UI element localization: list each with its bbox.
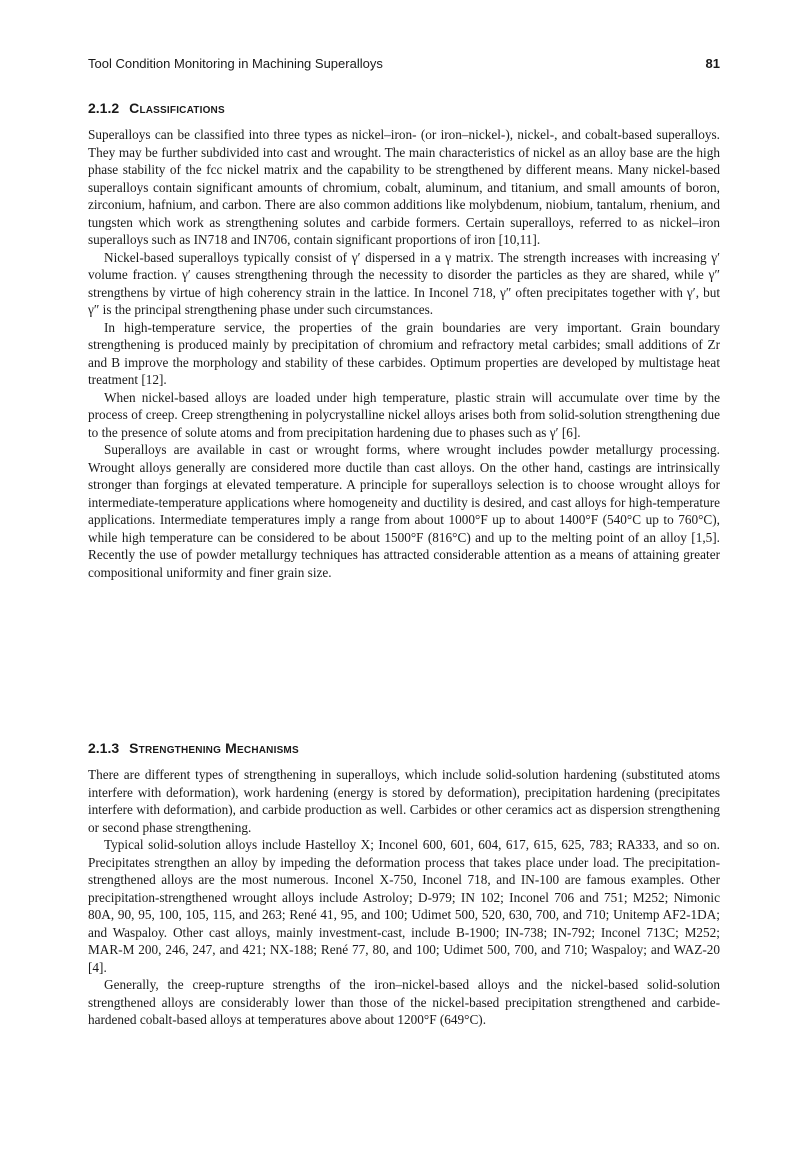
paragraph: There are different types of strengthening in superalloys, which include solid-solution hardening (substituted atoms interfere with deformation), work hardening (energy is stored by deformation), precipitation hardening (precipitates interfere with deformation), and carbide production as well. Carbides or other ceramics act as dispersion strengthening or second phase strengthening.: [88, 767, 720, 835]
section-title: Classifications: [129, 100, 225, 116]
section-title: Strengthening Mechanisms: [129, 740, 299, 756]
section-heading-strengthening-mechanisms: [88, 739, 299, 757]
paragraph: Nickel-based superalloys typically consist of γ′ dispersed in a γ matrix. The strength increases with increasing γ′ volume fraction. γ′ causes strengthening through the necessity to disorder the particles as they are shared, while γ″ strengthens by virtue of high coherency strain in the lattice. In Inconel 718, γ″ often precipitates together with γ′, but γ″ is the principal strengthening phase under such circumstances.: [88, 249, 720, 317]
running-header: [88, 56, 720, 74]
paragraph: In high-temperature service, the properties of the grain boundaries are very important. Grain boundary strengthening is produced mainly by precipitation of chromium and refractory metal carbides; small additions of Zr and B improve the morphology and stability of these carbides. Optimum properties are developed by multistage heat treatment [12].: [88, 319, 720, 387]
paragraph: Superalloys are available in cast or wrought forms, where wrought includes powder metallurgy processing. Wrought alloys generally are considered more ductile than cast alloys. On the other hand, castings are intrinsically stronger than forgings at elevated temperature. A principle for superalloys selection is to choose wrought alloys for intermediate-temperature applications where homogeneity and ductility is desired, and cast alloys for high-temperature applications. Intermediate temperatures imply a range from about 1000°F up to about 1400°F (540°C up to 760°C), while high temperature can be considered to be about 1500°F (816°C) and up to the melting point of an alloy [1,5]. Recently the use of powder metallurgy techniques has attracted considerable attention as a means of attaining greater compositional uniformity and finer grain size.: [88, 442, 720, 580]
paragraph: Generally, the creep-rupture strengths of the iron–nickel-based alloys and the nickel-based solid-solution strengthened alloys are considerably lower than those of the nickel-based precipitation strengthened and carbide-hardened cobalt-based alloys at temperatures above about 1200°F (649°C).: [88, 977, 720, 1027]
section-number: 2.1.3: [88, 740, 120, 756]
running-title: Tool Condition Monitoring in Machining Superalloys: [88, 56, 383, 71]
section-body-strengthening-mechanisms: [88, 766, 720, 1029]
paragraph: When nickel-based alloys are loaded under high temperature, plastic strain will accumulate over time by the process of creep. Creep strengthening in polycrystalline nickel alloys arises both from solid-solution strengthening due to the presence of solute atoms and from precipitation hardening due to phases such as γ′ [6].: [88, 389, 720, 440]
section-body-classifications: [88, 126, 720, 581]
section-number: 2.1.2: [88, 100, 120, 116]
section-heading-classifications: [88, 99, 225, 117]
page-number: 81: [705, 56, 720, 71]
paragraph: Typical solid-solution alloys include Hastelloy X; Inconel 600, 601, 604, 617, 615, 625, 783; RA333, and so on. Precipitates strengthen an alloy by impeding the deformation process that takes place under load. The precipitation-strengthened alloys are the most numerous. Inconel X-750, Inconel 718, and IN-100 are famous examples. Other precipitation-strengthened wrought alloys include Astroloy; D-979; IN 102; Inconel 706 and 751; M252; Nimonic 80A, 90, 95, 100, 105, 115, and 263; René 41, 95, and 100; Udimet 500, 520, 630, 700, and 710; Unitemp AF2-1DA; and Waspaloy. Other cast alloys, mainly investment-cast, include B-1900; IN-738; IN-792; Inconel 713C; M252; MAR-M 200, 246, 247, and 421; NX-188; René 77, 80, and 100; Udimet 500, 700, and 710; Waspaloy; and WAZ-20 [4].: [88, 837, 720, 975]
paragraph: Superalloys can be classified into three types as nickel–iron- (or iron–nickel-), nickel-, and cobalt-based superalloys. They may be further subdivided into cast and wrought. The main characteristics of nickel as an alloy base are the high phase stability of the fcc nickel matrix and the capability to be strengthened by different means. Many nickel-based superalloys contain significant amounts of chromium, cobalt, aluminum, and titanium, and small amounts of boron, zirconium, hafnium, and carbon. There are also common additions like molybdenum, niobium, tantalum, rhenium, and tungsten which work as strengthening solutes and carbide formers. Certain superalloys, referred to as nickel–iron superalloys such as IN718 and IN706, contain significant proportions of iron [10,11].: [88, 127, 720, 247]
